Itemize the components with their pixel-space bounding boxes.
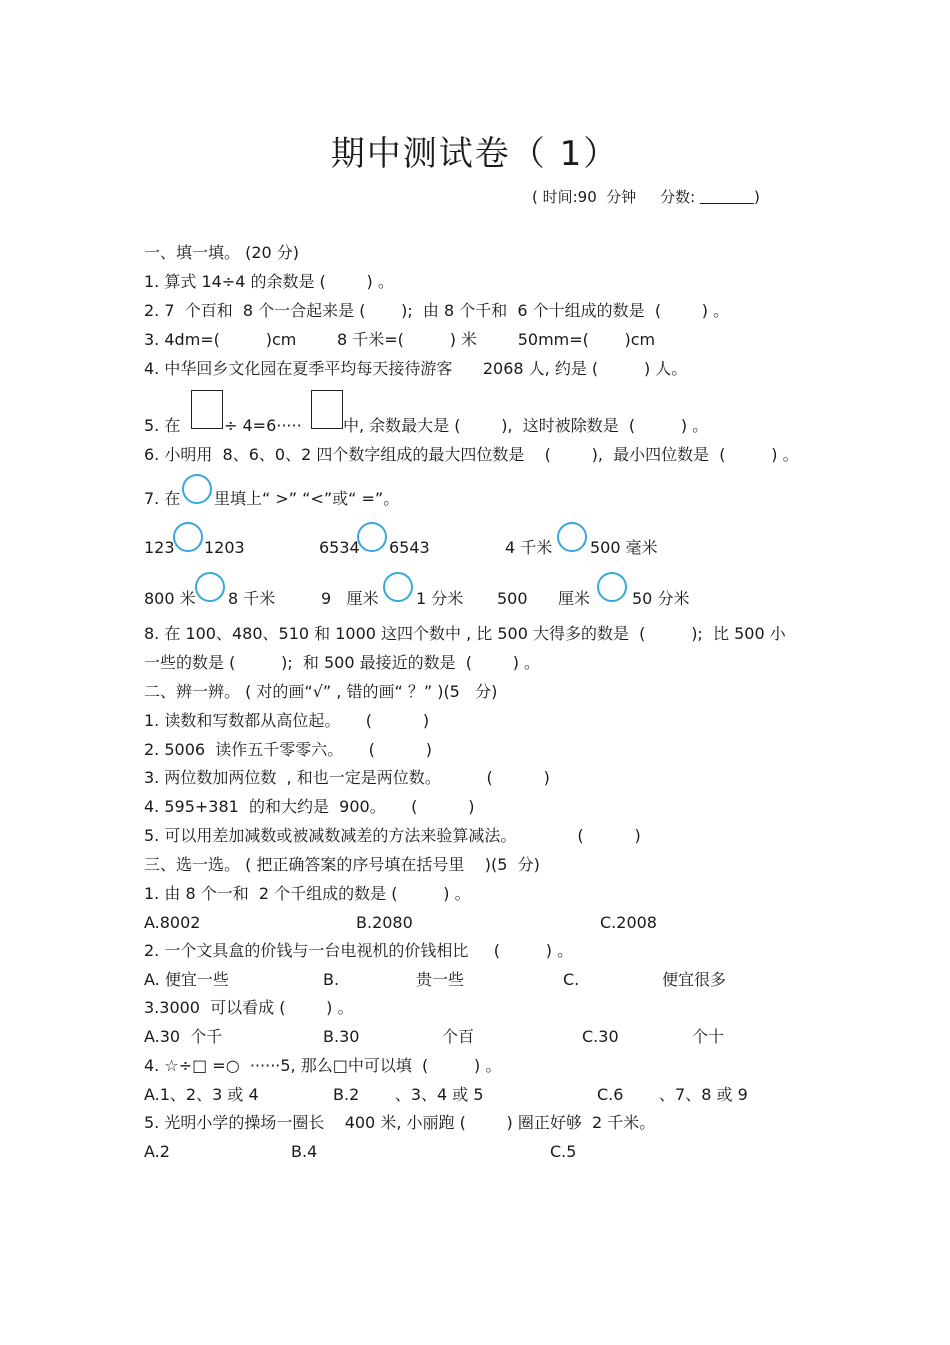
question-1-6: 6. 小明用 8、6、0、2 四个数字组成的最大四位数是 ( ), 最小四位数是 ( ) 。 <box>144 445 799 464</box>
question-1-5-text: 中, 余数最大是 ( ), 这时被除数是 ( ) 。 <box>343 416 709 435</box>
option-c: C.5 <box>550 1142 577 1161</box>
option-a: A. 便宜一些 <box>144 970 229 989</box>
option-b: B.4 <box>291 1142 318 1161</box>
option-b: B.2080 <box>356 913 413 932</box>
section-3-heading: 三、选一选。 ( 把正确答案的序号填在括号里 )(5 分) <box>144 855 540 874</box>
compare-4-right: 8 千米 <box>228 589 276 608</box>
option-a: A.2 <box>144 1142 170 1161</box>
question-3-2: 2. 一个文具盒的价钱与一台电视机的价钱相比 ( ) 。 <box>144 941 574 960</box>
question-1-7-label: 7. 在 <box>144 489 181 508</box>
section-2-heading: 二、辨一辨。 ( 对的画“√” , 错的画“ ？” )(5 分) <box>144 682 498 701</box>
option-b: B.30 <box>323 1027 360 1046</box>
dividend-box <box>191 390 223 429</box>
compare-circle[interactable] <box>557 522 587 552</box>
compare-2-right: 6543 <box>389 538 430 557</box>
compare-5-left: 9 厘米 <box>321 589 379 608</box>
compare-4-left: 800 米 <box>144 589 196 608</box>
compare-2-left: 6534 <box>319 538 360 557</box>
exam-info-close: ) <box>753 188 760 206</box>
question-2-1: 1. 读数和写数都从高位起。 ( ) <box>144 711 430 730</box>
question-3-3: 3.3000 可以看成 ( ) 。 <box>144 998 354 1017</box>
exam-info-text: ( 时间:90 分钟 分数: <box>532 188 700 206</box>
question-3-1: 1. 由 8 个一和 2 个千组成的数是 ( ) 。 <box>144 884 471 903</box>
question-1-5-expr: ÷ 4=6····· <box>224 416 302 435</box>
section-1-heading: 一、填一填。 (20 分) <box>144 243 300 262</box>
question-1-8-line1: 8. 在 100、480、510 和 1000 这四个数中 , 比 500 大得多的数是 ( ); 比 500 小 <box>144 624 786 643</box>
score-blank[interactable] <box>700 187 754 204</box>
question-2-2: 2. 5006 读作五千零零六。 ( ) <box>144 740 433 759</box>
option-c-text: 个十 <box>692 1027 725 1046</box>
option-b-text: 贵一些 <box>416 970 465 989</box>
option-c: C.30 <box>582 1027 619 1046</box>
compare-circle <box>182 474 212 504</box>
compare-circle[interactable] <box>173 522 203 552</box>
compare-circle[interactable] <box>195 572 225 602</box>
exam-info <box>532 186 760 207</box>
option-c: C.2008 <box>600 913 657 932</box>
question-1-8-line2: 一些的数是 ( ); 和 500 最接近的数是 ( ) 。 <box>144 653 541 672</box>
question-1-5-label: 5. 在 <box>144 416 181 435</box>
option-a: A.1、2、3 或 4 <box>144 1085 259 1104</box>
compare-3-right: 500 毫米 <box>590 538 658 557</box>
option-b: B.2 、3、4 或 5 <box>333 1085 484 1104</box>
remainder-box <box>311 390 343 429</box>
option-b: B. <box>323 970 340 989</box>
question-1-7-text: 里填上“ >” “<”或“ =”。 <box>214 489 400 508</box>
question-1-3: 3. 4dm=( )cm 8 千米=( ) 米 50mm=( )cm <box>144 330 656 349</box>
compare-circle[interactable] <box>357 522 387 552</box>
option-b-text: 个百 <box>442 1027 475 1046</box>
question-3-5: 5. 光明小学的操场一圈长 400 米, 小丽跑 ( ) 圈正好够 2 千米。 <box>144 1113 656 1132</box>
question-2-3: 3. 两位数加两位数 , 和也一定是两位数。 ( ) <box>144 768 550 787</box>
option-a: A.8002 <box>144 913 201 932</box>
option-a: A.30 个千 <box>144 1027 223 1046</box>
compare-circle[interactable] <box>597 572 627 602</box>
question-3-4: 4. ☆÷□ =○ ······5, 那么□中可以填 ( ) 。 <box>144 1056 502 1075</box>
question-1-1: 1. 算式 14÷4 的余数是 ( ) 。 <box>144 272 394 291</box>
compare-1-left: 123 <box>144 538 175 557</box>
compare-6-left: 500 厘米 <box>497 589 591 608</box>
compare-1-right: 1203 <box>204 538 245 557</box>
option-c: C. <box>563 970 580 989</box>
compare-6-right: 50 分米 <box>632 589 690 608</box>
compare-circle[interactable] <box>383 572 413 602</box>
page-title: 期中测试卷（ 1） <box>330 134 620 174</box>
compare-5-right: 1 分米 <box>416 589 464 608</box>
option-c-text: 便宜很多 <box>662 970 727 989</box>
question-1-4: 4. 中华回乡文化园在夏季平均每天接待游客 2068 人, 约是 ( ) 人。 <box>144 359 688 378</box>
question-2-5: 5. 可以用差加减数或被减数减差的方法来验算减法。 ( ) <box>144 826 641 845</box>
question-2-4: 4. 595+381 的和大约是 900。 ( ) <box>144 797 475 816</box>
compare-3-left: 4 千米 <box>505 538 553 557</box>
option-c: C.6 、7、8 或 9 <box>597 1085 748 1104</box>
question-1-2: 2. 7 个百和 8 个一合起来是 ( ); 由 8 个千和 6 个十组成的数是 ( ) 。 <box>144 301 730 320</box>
